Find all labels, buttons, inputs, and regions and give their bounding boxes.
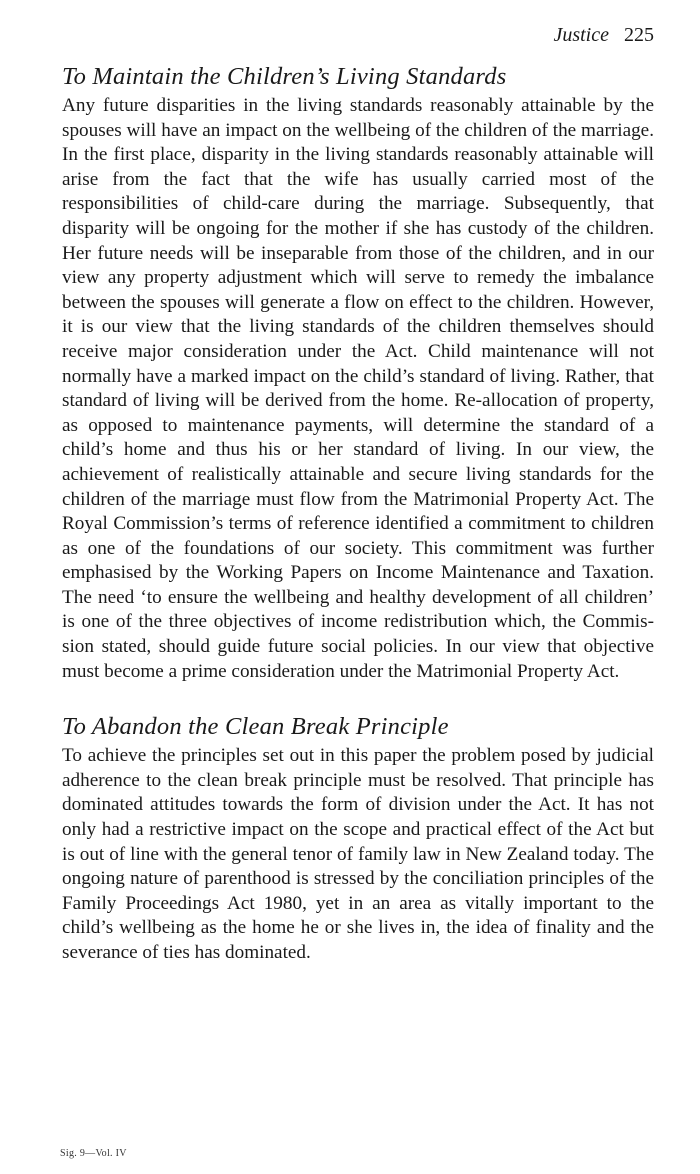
running-head-title: Justice (553, 24, 609, 46)
printer-signature: Sig. 9—Vol. IV (60, 1148, 127, 1159)
running-head (553, 24, 654, 47)
section-children-living-standards (62, 62, 654, 684)
section-heading: To Maintain the Children’s Living Standards (62, 63, 507, 90)
section-body: To achieve the principles set out in this paper the problem posed by judicial adherence to the clean break principle must be resolved. That principle has dominated attitudes towards the form of division under the Act. It has not only had a restrictive impact on the scope and practical effect of the Act but is out of line with the general tenor of family law in New Zealand today. The ongoing nature of parenthood is stressed by the conciliation principles of the Family Proceedings Act 1980, yet in an area as vitally important to the child’s wellbeing as the home he or she lives in, the idea of finality and the severance of ties has dominated. (62, 745, 654, 963)
section-divider-space (62, 684, 654, 712)
page-content (62, 62, 654, 966)
page-number: 225 (624, 24, 654, 46)
section-heading: To Abandon the Clean Break Principle (62, 713, 449, 741)
section-body: Any future disparities in the living standards reasonably attainable by the spouses will have an impact on the wellbeing of the children of the marriage. In the first place, disparity in the living standards reasonably attainable will arise from the fact that the wife has usually carried most of the responsibilities of child-care during the marriage. Subsequently, that disparity will be ongoing for the mother if she has custody of the children. Her future needs will be inseparable from those of the children, and in our view any property adjustment which will serve to remedy the imbalance between the spouses will generate a flow on effect to the children. However, it is our view that the living standards of the children themselves should receive major consideration under the Act. Child maintenance will not normally have a marked impact on the child’s standard of living. Rather, that standard of living will be derived from the home. Re-allocation of property, as opposed to maintenance payments, will determine the standard of a child’s home and thus his or her standard of living. In our view, the achievement of realistically attainable and secure living standards for the children of the marriage must flow from the Matrimonial Property Act. The Royal Commission’s terms of reference identified a commitment to children as one of the foundations of our society. This commitment was further emphasised by the Working Papers on Income Maintenance and Taxation. The need ‘to ensure the wellbeing and healthy development of all children’ is one of the three objectives of income redistribution which, the Commission stated, should guide future social policies. In our view that objective must become a prime consideration under the Matrimonial Property Act. (62, 95, 654, 682)
section-clean-break-principle (62, 712, 654, 965)
